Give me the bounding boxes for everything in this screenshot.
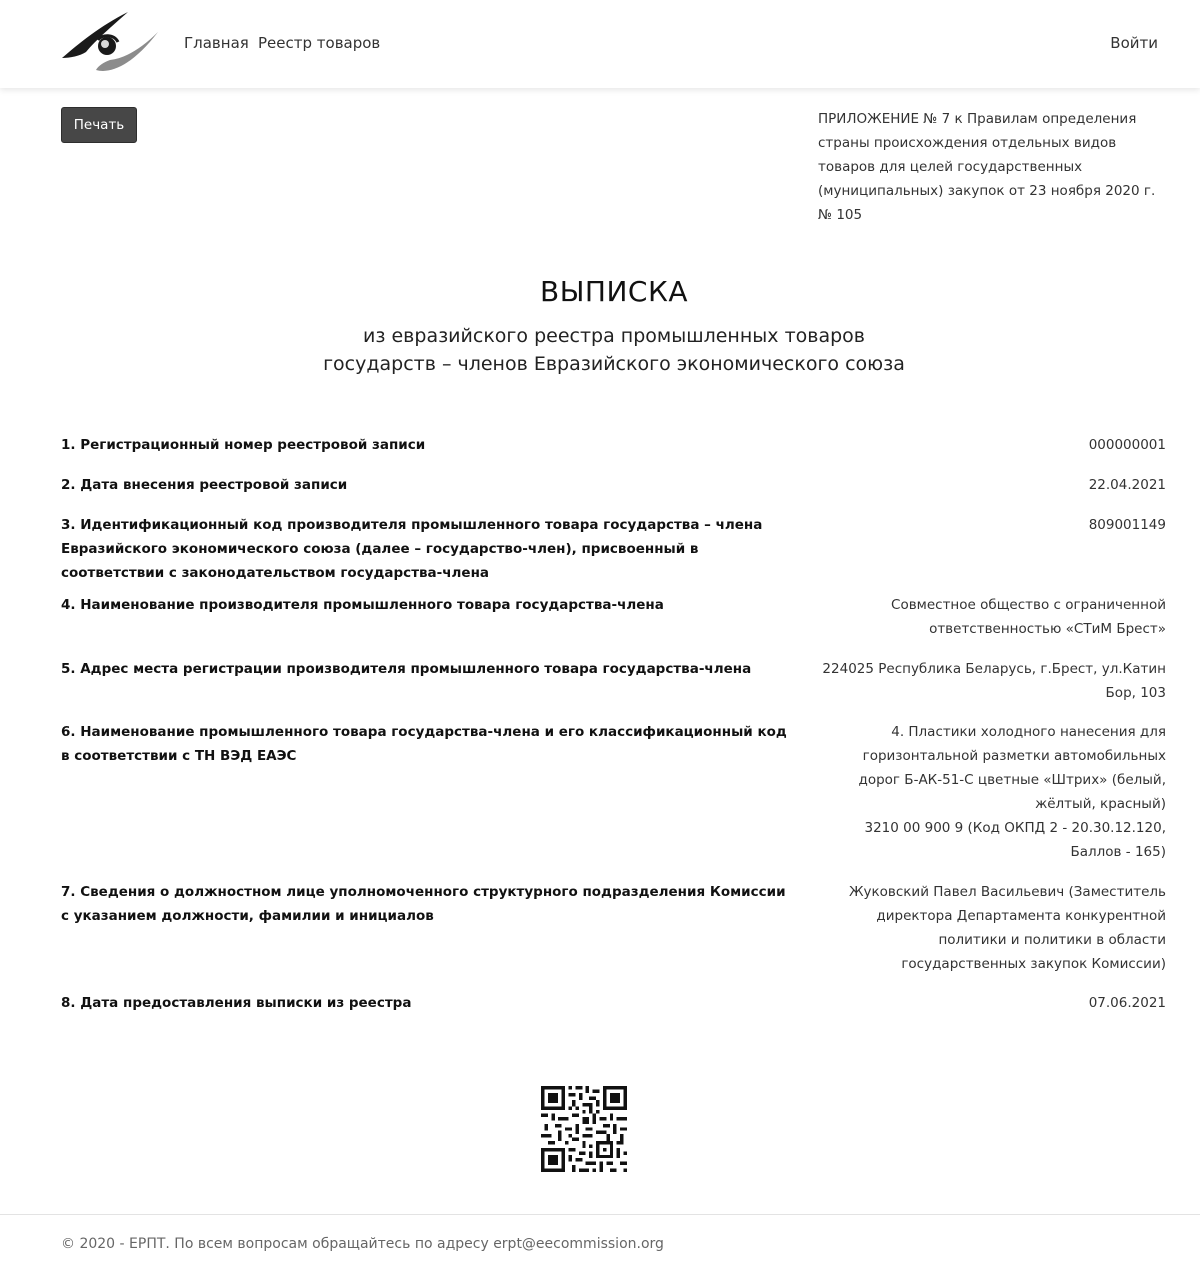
- nav-registry-link[interactable]: Реестр товаров: [258, 34, 381, 52]
- field-label: 4. Наименование производителя промышленного товара государства-члена: [61, 597, 664, 613]
- field-value-line: Бор, 103: [1105, 685, 1166, 701]
- appendix-line: товаров для целей государственных: [818, 159, 1083, 175]
- appendix-line: (муниципальных) закупок от 23 ноября 2020 г.: [818, 183, 1156, 199]
- top-navbar: [0, 0, 1200, 88]
- field-value-line: 4. Пластики холодного нанесения для: [891, 724, 1166, 740]
- field-value: [821, 991, 1166, 1015]
- field-value-line: дорог Б-АК-51-С цветные «Штрих» (белый,: [858, 772, 1166, 788]
- field-value-line: ответственностью «СТиМ Брест»: [929, 621, 1166, 637]
- qr-code-icon: [541, 1086, 627, 1172]
- field-label: 1. Регистрационный номер реестровой записи: [61, 437, 426, 453]
- field-value: [821, 473, 1166, 497]
- field-value-line: 224025 Республика Беларусь, г.Брест, ул.Катин: [822, 661, 1166, 677]
- field-value: [821, 657, 1166, 705]
- field-value-line: Баллов - 165): [1070, 844, 1166, 860]
- appendix-line: № 105: [818, 207, 863, 223]
- field-label: 6. Наименование промышленного товара государства-члена и его классификационный код в соответствии с ТН ВЭД ЕАЭС: [61, 724, 787, 764]
- field-value-line: директора Департамента конкурентной: [876, 908, 1166, 924]
- field-value: [821, 720, 1166, 864]
- document-subtitle: из евразийского реестра промышленных товаров государств – членов Евразийского экономического союза: [323, 325, 905, 375]
- field-value-line: жёлтый, красный): [1035, 796, 1166, 812]
- print-button[interactable]: Печать: [61, 107, 137, 143]
- field-value: [821, 880, 1166, 976]
- appendix-note: [818, 107, 1170, 227]
- field-label: 8. Дата предоставления выписки из реестра: [61, 995, 412, 1011]
- eaeu-emblem-icon[interactable]: [60, 10, 160, 78]
- field-value-line: 22.04.2021: [1088, 477, 1166, 493]
- field-label: 7. Сведения о должностном лице уполномоченного структурного подразделения Комиссии с указанием должности, фамилии и инициалов: [61, 884, 786, 924]
- field-value-line: 07.06.2021: [1088, 995, 1166, 1011]
- login-link[interactable]: Войти: [1110, 34, 1158, 52]
- field-value-line: государственных закупок Комиссии): [901, 956, 1166, 972]
- field-value-line: 3210 00 900 9 (Код ОКПД 2 - 20.30.12.120,: [864, 820, 1166, 836]
- field-value-line: горизонтальной разметки автомобильных: [862, 748, 1166, 764]
- appendix-line: ПРИЛОЖЕНИЕ № 7 к Правилам определения: [818, 111, 1137, 127]
- footer-copyright: © 2020 - ЕРПТ. По всем вопросам обращайтесь по адресу: [61, 1236, 494, 1252]
- document-title: ВЫПИСКА: [540, 275, 688, 308]
- field-value-line: политики и политики в области: [938, 932, 1166, 948]
- field-label: 2. Дата внесения реестровой записи: [61, 477, 348, 493]
- field-value-line: Совместное общество с ограниченной: [891, 597, 1166, 613]
- field-value: [821, 593, 1166, 641]
- field-value-line: 809001149: [1088, 517, 1166, 533]
- field-value-line: Жуковский Павел Васильевич (Заместитель: [848, 884, 1166, 900]
- field-value-line: 000000001: [1088, 437, 1166, 453]
- field-value: [821, 433, 1166, 457]
- field-label: 3. Идентификационный код производителя промышленного товара государства – члена Евразийского экономического союза (далее – государство-член), присвоенный в соответствии с законодательством государства-члена: [61, 517, 763, 581]
- footer-email-link[interactable]: erpt@eecommission.org: [493, 1236, 664, 1252]
- field-label: 5. Адрес места регистрации производителя промышленного товара государства-члена: [61, 661, 752, 677]
- footer: [61, 1236, 664, 1252]
- nav-home-link[interactable]: Главная: [184, 34, 249, 52]
- footer-divider: [0, 1214, 1200, 1215]
- appendix-line: страны происхождения отдельных видов: [818, 135, 1117, 151]
- field-value: [821, 513, 1166, 537]
